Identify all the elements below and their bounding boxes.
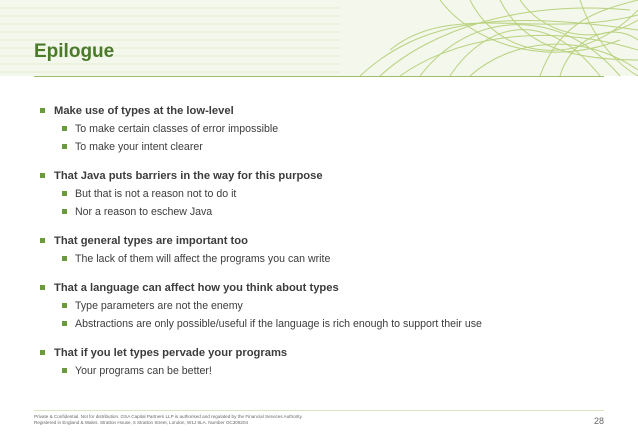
square-bullet-icon <box>62 321 67 326</box>
decorative-header-band <box>0 0 638 80</box>
square-bullet-icon <box>62 191 67 196</box>
footer-line: Registered in England & Wales. Stratton House, 5 Stratton Street, London, W1J 8LA. Number OC309204 <box>34 420 249 425</box>
header-divider <box>34 76 604 77</box>
sub-bullet-text: To make certain classes of error impossible <box>75 123 279 135</box>
sub-bullet <box>34 138 614 156</box>
sub-bullet-text: The lack of them will affect the programs you can write <box>75 253 331 265</box>
square-bullet-icon <box>62 256 67 261</box>
sub-bullet-text: Nor a reason to eschew Java <box>75 206 213 218</box>
footer-disclaimer <box>34 414 554 426</box>
sub-bullet <box>34 297 614 315</box>
square-bullet-icon <box>40 238 45 243</box>
bullet-heading <box>34 167 614 185</box>
square-bullet-icon <box>62 303 67 308</box>
bullet-heading-text: That if you let types pervade your programs <box>54 347 288 359</box>
square-bullet-icon <box>62 209 67 214</box>
square-bullet-icon <box>40 108 45 113</box>
page-number: 28 <box>593 416 604 426</box>
footer-line: Private & Confidential. Not for distribution. GSA Capital Partners LLP is authorised and regulated by the Financial Services Authority. <box>34 414 303 419</box>
bullet-heading <box>34 279 614 297</box>
square-bullet-icon <box>62 126 67 131</box>
bullet-group <box>34 232 614 268</box>
sub-bullet <box>34 362 614 380</box>
sub-bullet-text: But that is not a reason not to do it <box>75 188 237 200</box>
square-bullet-icon <box>40 350 45 355</box>
slide-header <box>0 0 638 80</box>
sub-bullet <box>34 120 614 138</box>
sub-bullet <box>34 203 614 221</box>
sub-bullet-text: To make your intent clearer <box>75 141 203 153</box>
square-bullet-icon <box>62 144 67 149</box>
bullet-heading-text: That general types are important too <box>54 235 248 247</box>
bullet-group <box>34 344 614 380</box>
square-bullet-icon <box>62 368 67 373</box>
sub-bullet-text: Your programs can be better! <box>75 365 212 377</box>
square-bullet-icon <box>40 173 45 178</box>
bullet-group <box>34 279 614 333</box>
sub-bullet <box>34 250 614 268</box>
bullet-heading <box>34 344 614 362</box>
bullet-group <box>34 167 614 221</box>
sub-bullet <box>34 185 614 203</box>
slide-title: Epilogue <box>34 41 115 62</box>
bullet-heading <box>34 102 614 120</box>
bullet-group <box>34 102 614 156</box>
sub-bullet-text: Type parameters are not the enemy <box>75 300 243 312</box>
bullet-heading-text: That a language can affect how you think about types <box>54 282 339 294</box>
sub-bullet <box>34 315 614 333</box>
footer-divider <box>34 410 604 411</box>
bullet-list <box>34 102 614 391</box>
bullet-heading-text: Make use of types at the low-level <box>54 105 234 117</box>
sub-bullet-text: Abstractions are only possible/useful if the language is rich enough to support their use <box>75 318 482 330</box>
square-bullet-icon <box>40 285 45 290</box>
bullet-heading <box>34 232 614 250</box>
bullet-heading-text: That Java puts barriers in the way for this purpose <box>54 170 323 182</box>
